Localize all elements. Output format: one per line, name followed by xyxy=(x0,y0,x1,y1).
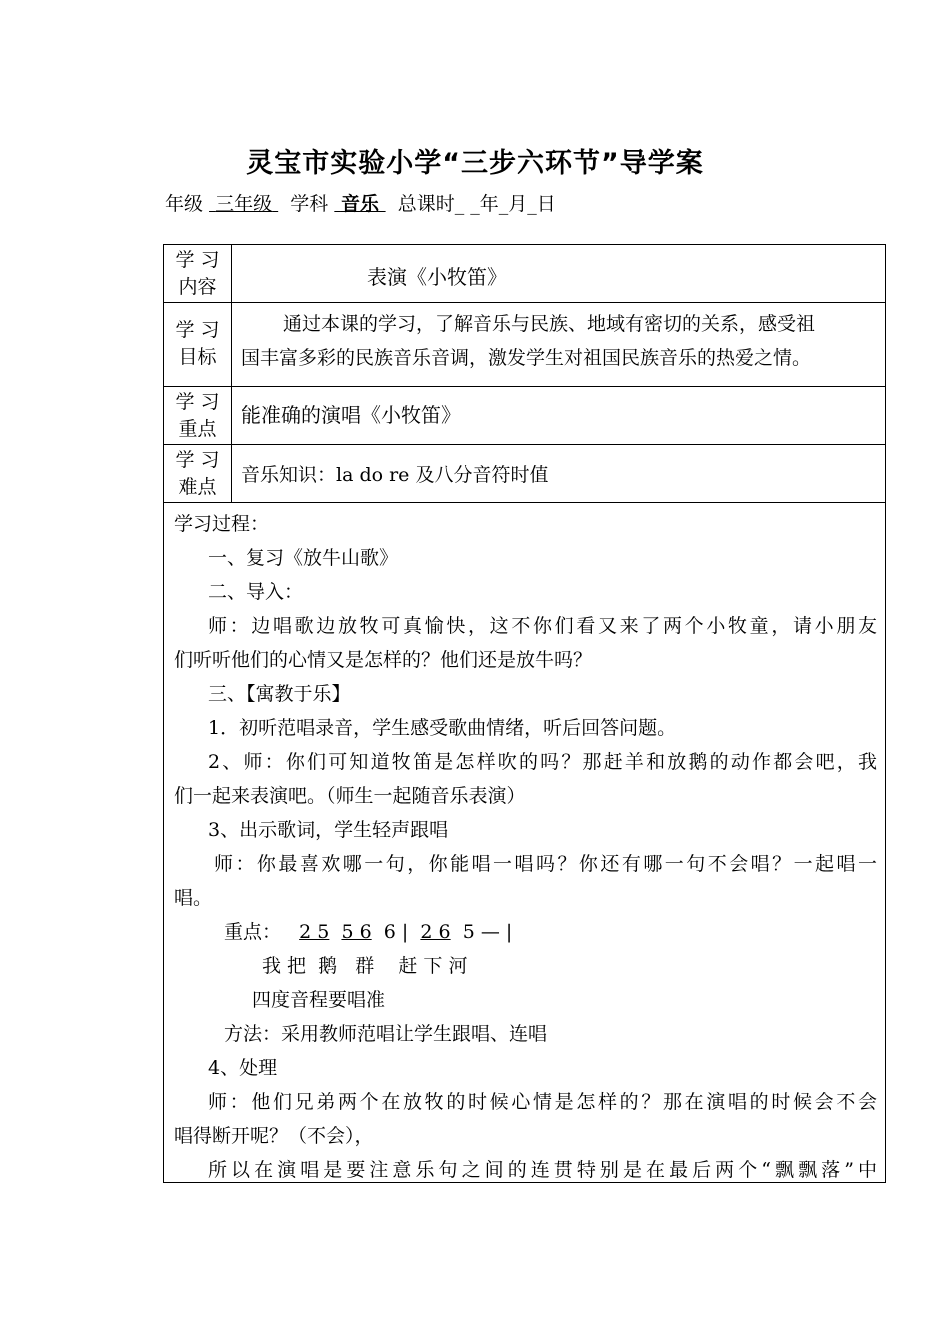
intro-text-line1: 师：边唱歌边放牧可真愉快，这不你们看又来了两个小牧童，请小朋友 xyxy=(208,615,877,637)
row-divider xyxy=(164,302,885,303)
key-notation-line xyxy=(174,915,877,949)
label-study-focus: 学 习 重点 xyxy=(175,391,220,440)
item-2-line2: 们一起来表演吧。（师生一起随音乐表演） xyxy=(174,785,526,807)
lesson-table xyxy=(163,244,886,1183)
total-hours-date: 总课时_ _年_月_日 xyxy=(397,193,556,215)
row-divider xyxy=(164,386,885,387)
row-divider xyxy=(164,502,885,503)
notation-note: 5 — | xyxy=(462,921,513,943)
notation-group: 5 6 xyxy=(341,921,372,943)
item-3: 3、出示歌词，学生轻声跟唱 xyxy=(208,819,449,841)
last-line: 所以在演唱是要注意乐句之间的连贯特别是在最后两个“飘飘落”中 xyxy=(208,1159,877,1181)
label-study-difficulty: 学 习 难点 xyxy=(175,449,220,498)
item-4: 4、处理 xyxy=(208,1057,278,1079)
label-study-content: 学 习 内容 xyxy=(175,249,220,298)
method-line: 方法：采用教师范唱让学生跟唱、连唱 xyxy=(224,1023,548,1045)
column-divider xyxy=(231,245,232,502)
row-divider xyxy=(164,444,885,445)
notation-note: 6 | xyxy=(383,921,409,943)
study-goal-value: 通过本课的学习，了解音乐与民族、地域有密切的关系，感受祖 国丰富多彩的民族音乐音调，激发学生对祖国民族音乐的热爱之情。 xyxy=(241,313,816,369)
subject-value: 音乐 xyxy=(340,193,379,215)
subject-label: 学科 xyxy=(290,193,329,215)
lyrics-line: 我 把 鹅 群 赶 下 河 xyxy=(262,955,468,977)
grade-label: 年级 xyxy=(165,193,204,215)
key-label: 重点： xyxy=(224,921,282,943)
label-study-goal: 学 习 目标 xyxy=(175,319,220,368)
handle-line1: 师：他们兄弟两个在放牧的时候心情是怎样的？那在演唱的时候会不会 xyxy=(208,1091,877,1113)
step-teach: 三、【寓教于乐】 xyxy=(208,683,351,705)
study-focus-value: 能准确的演唱《小牧笛》 xyxy=(241,403,461,427)
teacher-question-line2: 唱。 xyxy=(174,887,213,909)
item-2-line1: 2、师：你们可知道牧笛是怎样吹的吗？那赶羊和放鹅的动作都会吧，我 xyxy=(208,751,877,773)
step-review: 一、复习《放牛山歌》 xyxy=(208,547,399,569)
notation-group: 2 6 xyxy=(420,921,451,943)
process-heading: 学习过程： xyxy=(174,513,270,535)
study-difficulty-value: 音乐知识：la do re 及八分音符时值 xyxy=(241,464,549,486)
step-intro: 二、导入： xyxy=(208,581,304,603)
document-title: 灵宝市实验小学“三步六环节”导学案 xyxy=(246,148,704,179)
study-content-value: 表演《小牧笛》 xyxy=(367,265,507,289)
item-1: 1．初听范唱录音，学生感受歌曲情绪，听后回答问题。 xyxy=(208,717,677,739)
teacher-question-line1: 师：你最喜欢哪一句，你能唱一唱吗？你还有哪一句不会唱？一起唱一 xyxy=(214,853,877,875)
notation-group: 2 5 xyxy=(299,921,330,943)
handle-line2: 唱得断开呢？（不会）， xyxy=(174,1125,374,1147)
grade-value: 三年级 xyxy=(215,193,273,215)
learning-process xyxy=(174,507,877,1187)
intro-text-line2: 们听听他们的心情又是怎样的？他们还是放牛吗？ xyxy=(174,649,593,671)
meta-line xyxy=(165,189,556,216)
interval-note: 四度音程要唱准 xyxy=(252,989,386,1011)
